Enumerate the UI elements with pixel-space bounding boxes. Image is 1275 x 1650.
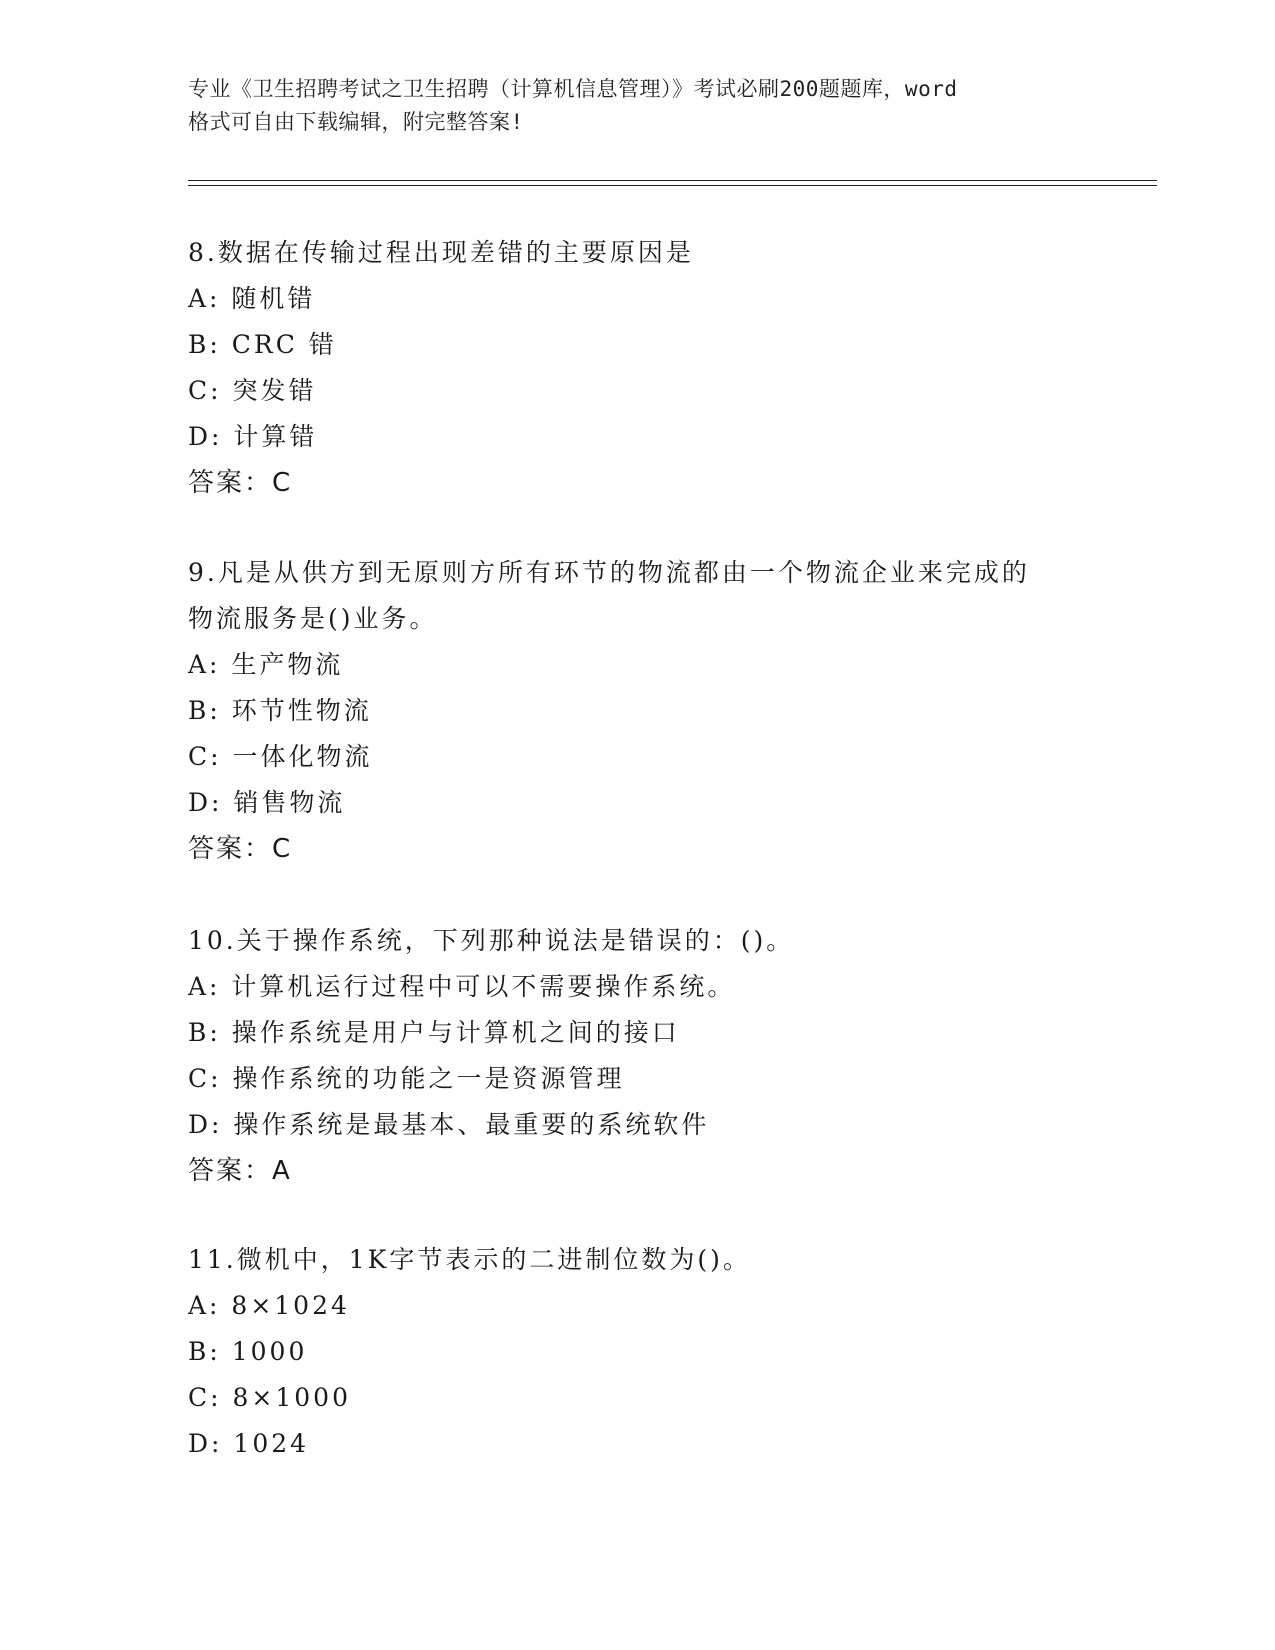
question-text: 10.关于操作系统，下列那种说法是错误的：()。 xyxy=(188,926,795,955)
option-a: A: 8×1024 xyxy=(188,1291,350,1320)
header-divider-bottom xyxy=(188,185,1157,186)
question-text: 9.凡是从供方到无原则方所有环节的物流都由一个物流企业来完成的 xyxy=(188,558,1030,587)
option-c: C: 突发错 xyxy=(188,376,317,405)
question-text: 11.微机中，1K字节表示的二进制位数为()。 xyxy=(188,1245,751,1274)
question-text-continued: 物流服务是()业务。 xyxy=(188,604,438,633)
option-d: D: 销售物流 xyxy=(188,788,346,817)
option-c: C: 操作系统的功能之一是资源管理 xyxy=(188,1064,625,1093)
header-line-1: 专业《卫生招聘考试之卫生招聘（计算机信息管理）》考试必刷200题题库，word xyxy=(188,77,958,101)
option-b: B: 环节性物流 xyxy=(188,696,372,725)
answer: 答案：A xyxy=(188,1156,292,1186)
option-c: C: 8×1000 xyxy=(188,1383,351,1412)
option-b: B: CRC 错 xyxy=(188,330,337,359)
option-a: A: 生产物流 xyxy=(188,650,344,679)
question-8 xyxy=(188,230,1088,506)
option-d: D: 计算错 xyxy=(188,422,318,451)
option-a: A: 随机错 xyxy=(188,284,316,313)
answer: 答案：C xyxy=(188,834,293,864)
option-a: A: 计算机运行过程中可以不需要操作系统。 xyxy=(188,972,736,1001)
option-d: D: 操作系统是最基本、最重要的系统软件 xyxy=(188,1110,710,1139)
document-header xyxy=(188,73,1108,139)
answer: 答案：C xyxy=(188,468,293,498)
question-9 xyxy=(188,550,1088,872)
question-text: 8.数据在传输过程出现差错的主要原因是 xyxy=(188,238,694,267)
option-b: B: 操作系统是用户与计算机之间的接口 xyxy=(188,1018,680,1047)
question-10 xyxy=(188,918,1088,1194)
option-b: B: 1000 xyxy=(188,1337,308,1366)
header-divider-top xyxy=(188,180,1157,181)
header-line-2: 格式可自由下载编辑，附完整答案! xyxy=(188,110,524,134)
option-c: C: 一体化物流 xyxy=(188,742,373,771)
question-11 xyxy=(188,1237,1088,1467)
option-d: D: 1024 xyxy=(188,1429,310,1458)
